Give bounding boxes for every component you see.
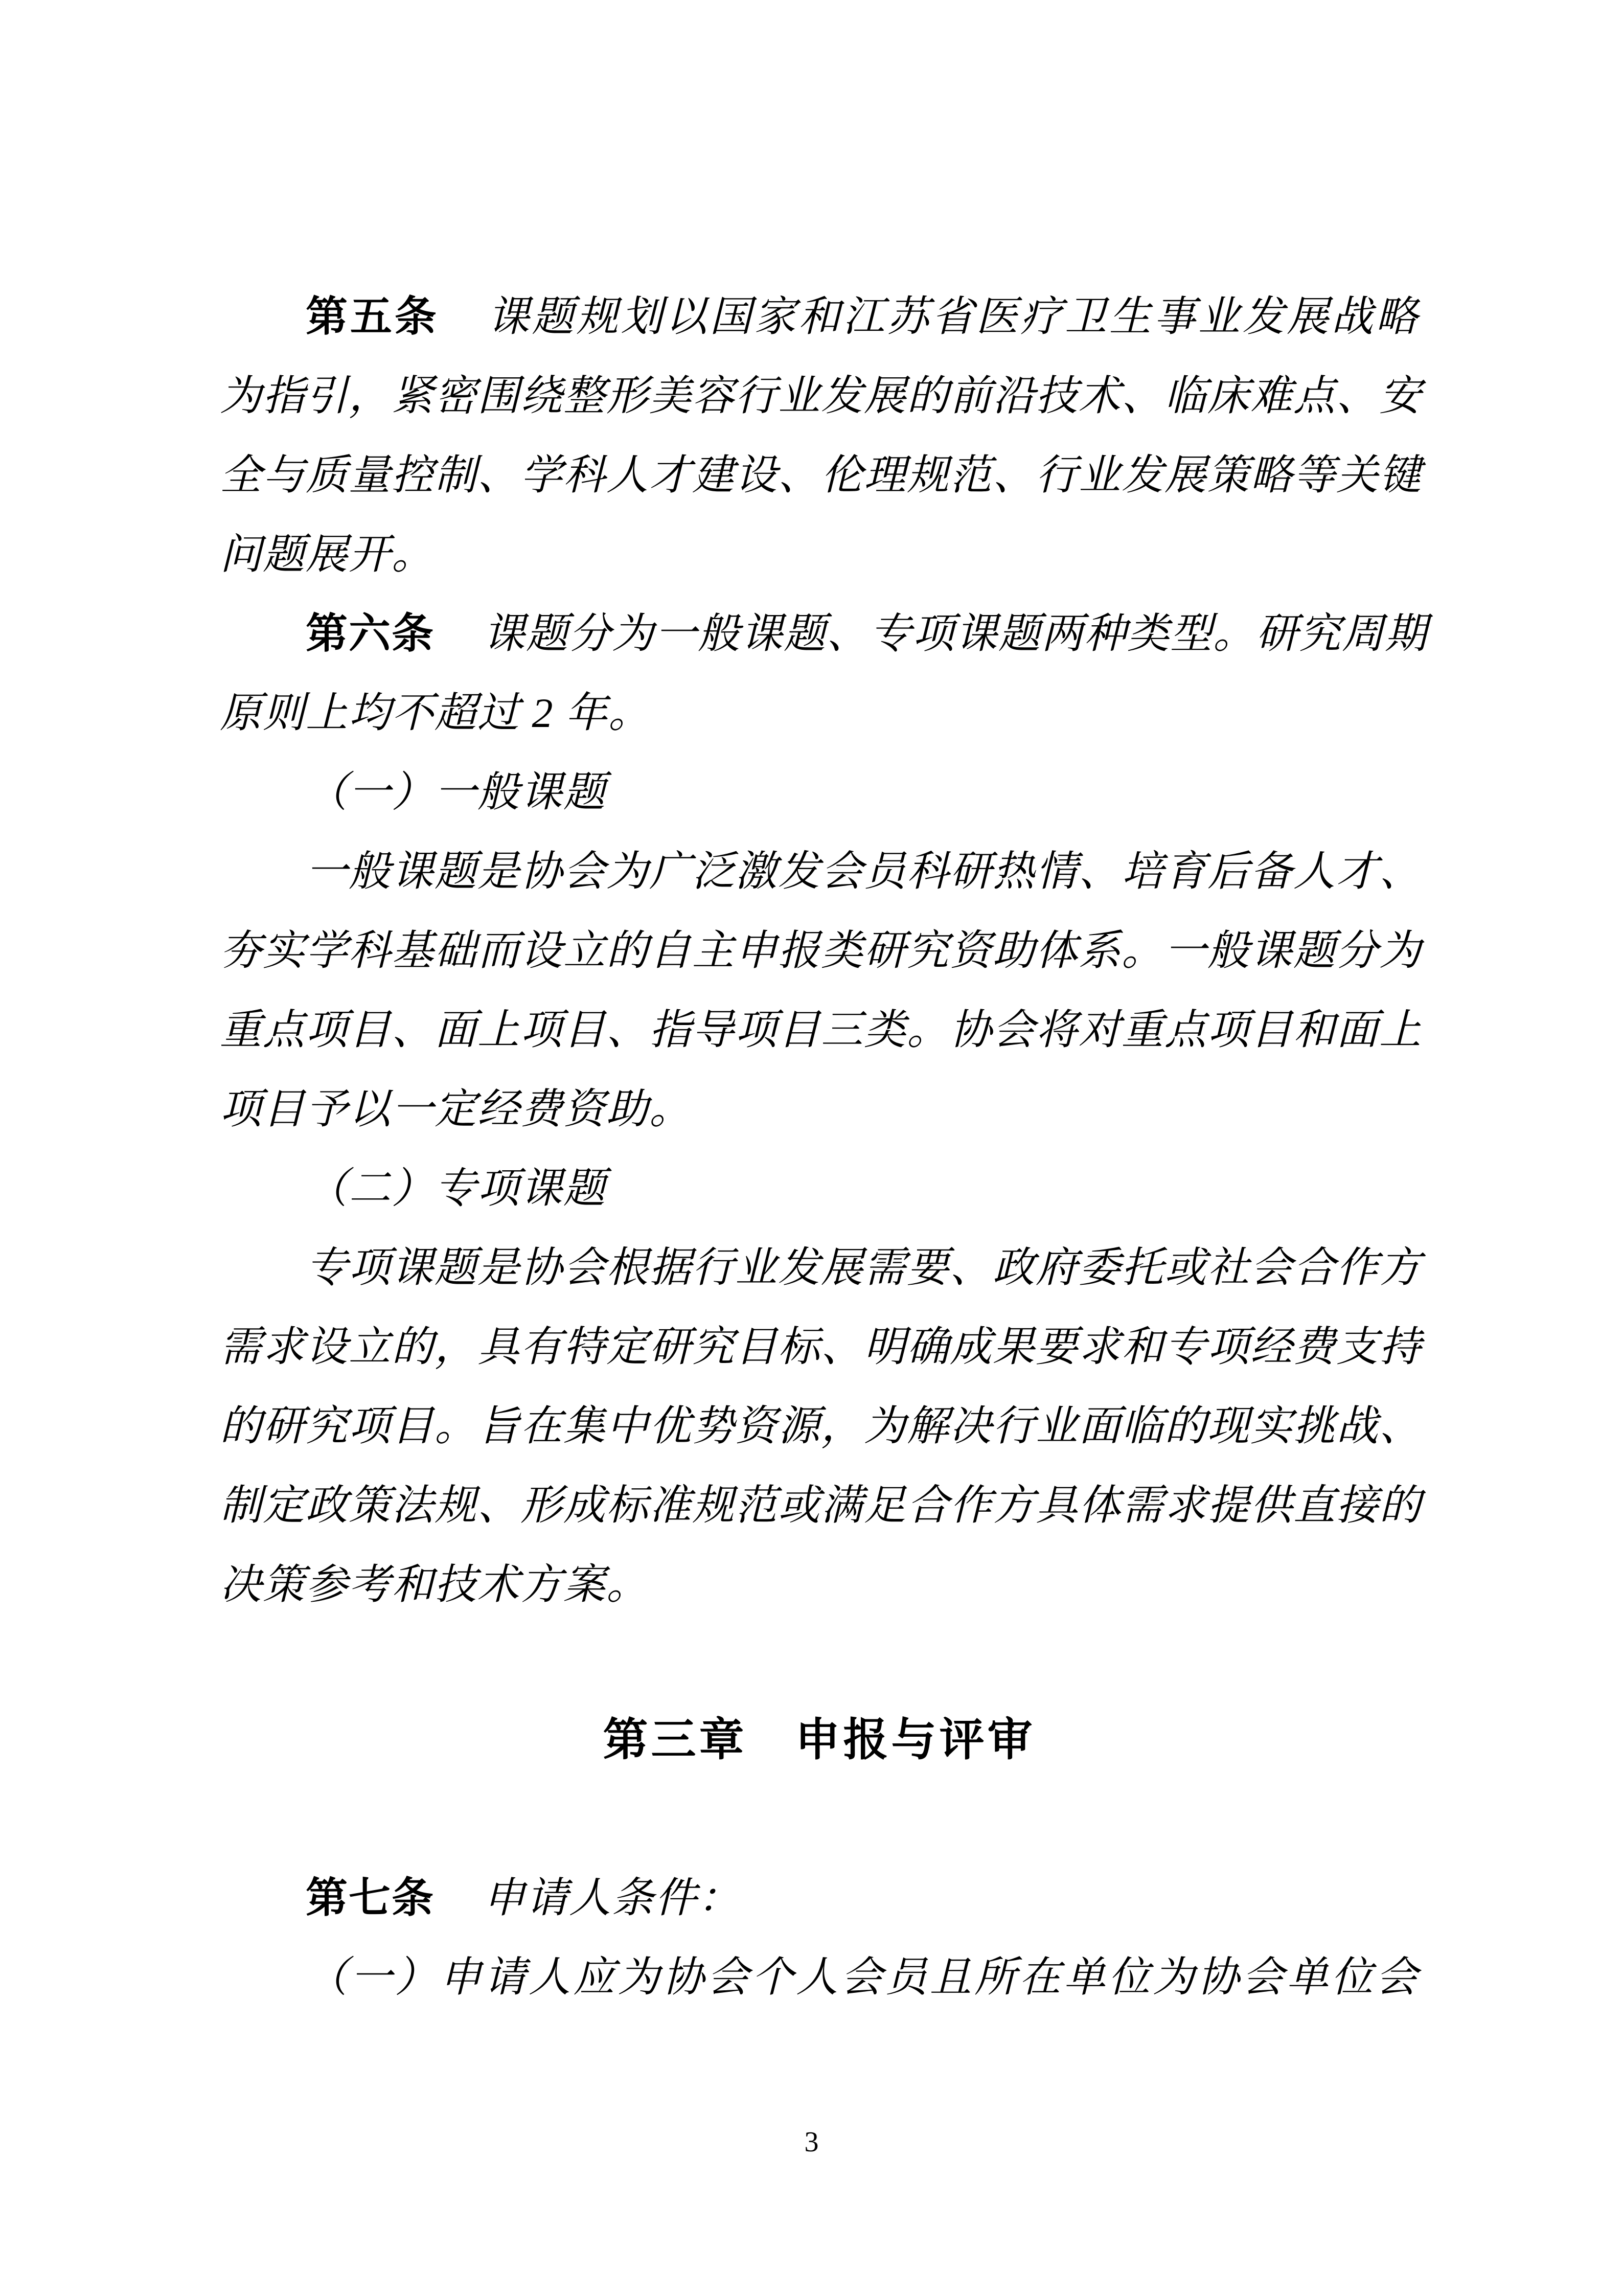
line-text: （二）专项课题 [306,1165,606,1212]
text-line [220,1386,1422,1466]
line-text: （一）申请人应为协会个人会员且所在单位为协会单位会 [306,1954,1419,2001]
text-line [220,1228,1422,1307]
article-number-label: 第五条 [306,293,439,340]
text-line [220,1938,1419,2017]
page-number: 3 [804,2126,819,2158]
article-number-label: 第七条 [306,1875,435,1921]
line-text: 夯实学科基础而设立的自主申报类研究资助体系。一般课题分为 [220,927,1422,974]
text-line [220,1858,1419,1938]
line-text: 重点项目、面上项目、指导项目三类。协会将对重点项目和面上 [220,1007,1422,1053]
text-line [220,594,1428,673]
text-line [220,1070,1419,1149]
line-text: 制定政策法规、形成标准规范或满足合作方具体需求提供直接的 [220,1482,1422,1529]
chapter-heading: 第三章 申报与评审 [603,1714,1036,1765]
text-line [220,277,1419,356]
line-text: 专项课题是协会根据行业发展需要、政府委托或社会合作方 [306,1244,1422,1291]
text-line [220,832,1422,911]
line-text: 课题分为一般课题、专项课题两种类型。研究周期 [483,610,1428,657]
line-text: 问题展开。 [220,531,435,578]
text-line [220,436,1422,515]
line-text: 课题规划以国家和江苏省医疗卫生事业发展战略 [487,293,1419,340]
line-text: 项目予以一定经费资助。 [220,1086,692,1132]
document-body [220,277,1428,2017]
text-line [220,673,1419,753]
text-line [220,356,1422,436]
line-text: （一）一般课题 [306,769,606,815]
line-text: 原则上均不超过 2 年。 [220,690,651,736]
text-line [220,753,1419,832]
line-text: 的研究项目。旨在集中优势资源，为解决行业面临的现实挑战、 [220,1403,1422,1449]
line-text: 全与质量控制、学科人才建设、伦理规范、行业发展策略等关键 [220,452,1422,498]
text-line [220,1545,1419,1624]
text-line [220,911,1422,990]
text-line [220,1466,1422,1545]
text-line [220,515,1419,594]
line-text: 一般课题是协会为广泛激发会员科研热情、培育后备人才、 [306,848,1422,895]
line-text: 申请人条件： [483,1875,741,1921]
article-number-label: 第六条 [306,610,435,657]
line-text: 需求设立的，具有特定研究目标、明确成果要求和专项经费支持 [220,1324,1422,1370]
text-line [220,1307,1422,1386]
line-text: 决策参考和技术方案。 [220,1561,649,1608]
text-line [220,1149,1419,1228]
text-line [220,990,1422,1070]
line-text: 为指引，紧密围绕整形美容行业发展的前沿技术、临床难点、安 [220,373,1422,419]
